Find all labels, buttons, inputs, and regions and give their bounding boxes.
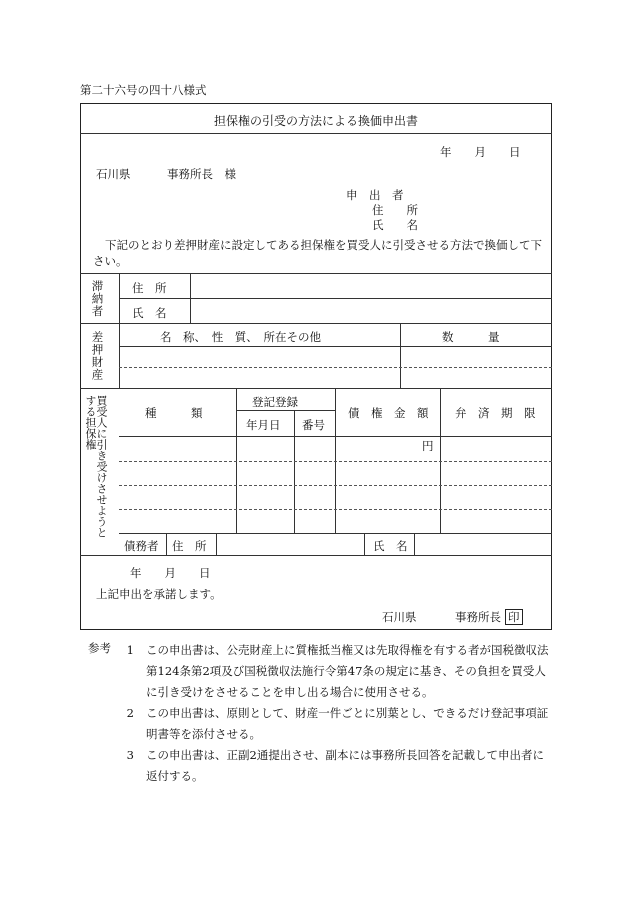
delinquent-address-label: 住 所 [132,281,167,295]
note-number: 1 [126,643,134,657]
applicant-label: 申 出 者 [346,188,404,202]
notes-list [108,640,550,787]
approval-text: 上記申出を承諾します。 [96,587,222,601]
security-col-registration: 登記登録 [252,395,298,409]
approval-prefecture: 石川県 [382,610,417,624]
approval-date: 年 月 日 [130,566,211,580]
applicant-address-label: 住 所 [372,203,418,217]
security-header: 買受人に引き受けさせようとする担保権 [84,395,108,538]
delinquent-name-label: 氏 名 [132,306,167,320]
divider [119,461,552,462]
form-title: 担保権の引受の方法による換価申出書 [213,114,418,128]
security-col-amount: 債 権 金 額 [348,406,429,420]
security-col-period: 弁 済 期 限 [455,406,536,420]
addressee-prefecture: 石川県 [96,167,131,181]
divider [294,410,295,533]
divider [119,367,552,368]
yen-unit: 円 [422,439,434,453]
delinquent-header: 滞納者 [90,280,105,318]
approval-office-label: 事務所長 [455,610,501,624]
note-number: 2 [126,706,134,720]
note-item [108,745,550,787]
note-text: この申出書は、公売財産上に質権抵当権又は先取得権を有する者が国税徴収法第124条第2項及び国税徴収法施行令第47条の規定に基き、その負担を買受人に引き受けをさせることを申し出る場合に使用させる。 [146,643,549,699]
divider [119,436,552,437]
security-col-number: 番号 [302,418,325,432]
note-text: この申出書は、正副2通提出させ、副本には事務所長回答を記載して申出者に返付する。 [146,748,544,783]
approval-office [455,609,523,625]
applicant-name-label: 氏 名 [372,218,418,232]
divider [364,533,365,555]
divider [80,273,552,274]
intro-text: 下記のとおり差押財産に設定してある担保権を買受人に引受させる方法で換価して下さい。 [93,238,542,268]
debtor-address-label: 住 所 [172,539,207,553]
note-number: 3 [126,748,134,762]
divider [166,533,167,555]
security-col-type: 種 類 [145,406,203,420]
seized-col-quantity: 数 量 [442,330,500,344]
seized-col-description: 名 称、 性 質、 所在その他 [160,330,321,344]
security-col-date: 年月日 [246,418,281,432]
divider [119,533,552,534]
seal-mark: 印 [505,609,523,625]
seized-header: 差押財産 [90,331,105,381]
divider [236,410,335,411]
divider [400,323,401,388]
note-item [108,703,550,745]
divider [119,298,552,299]
divider [119,346,552,347]
notes-label: 参考 [88,641,111,655]
divider [119,485,552,486]
form-number: 第二十六号の四十八様式 [80,83,207,97]
note-item [108,640,550,703]
note-text: この申出書は、原則として、財産一件ごとに別葉とし、できるだけ登記事項証明書等を添付させる。 [146,706,549,741]
divider [80,133,552,134]
debtor-label: 債務者 [124,539,159,553]
addressee-office: 事務所長 様 [167,167,236,181]
divider [80,555,552,556]
divider [414,533,415,555]
divider [80,323,552,324]
application-date: 年 月 日 [440,145,521,159]
divider [80,388,552,389]
divider [119,273,120,388]
divider [119,509,552,510]
debtor-name-label: 氏 名 [373,539,408,553]
divider [216,533,217,555]
